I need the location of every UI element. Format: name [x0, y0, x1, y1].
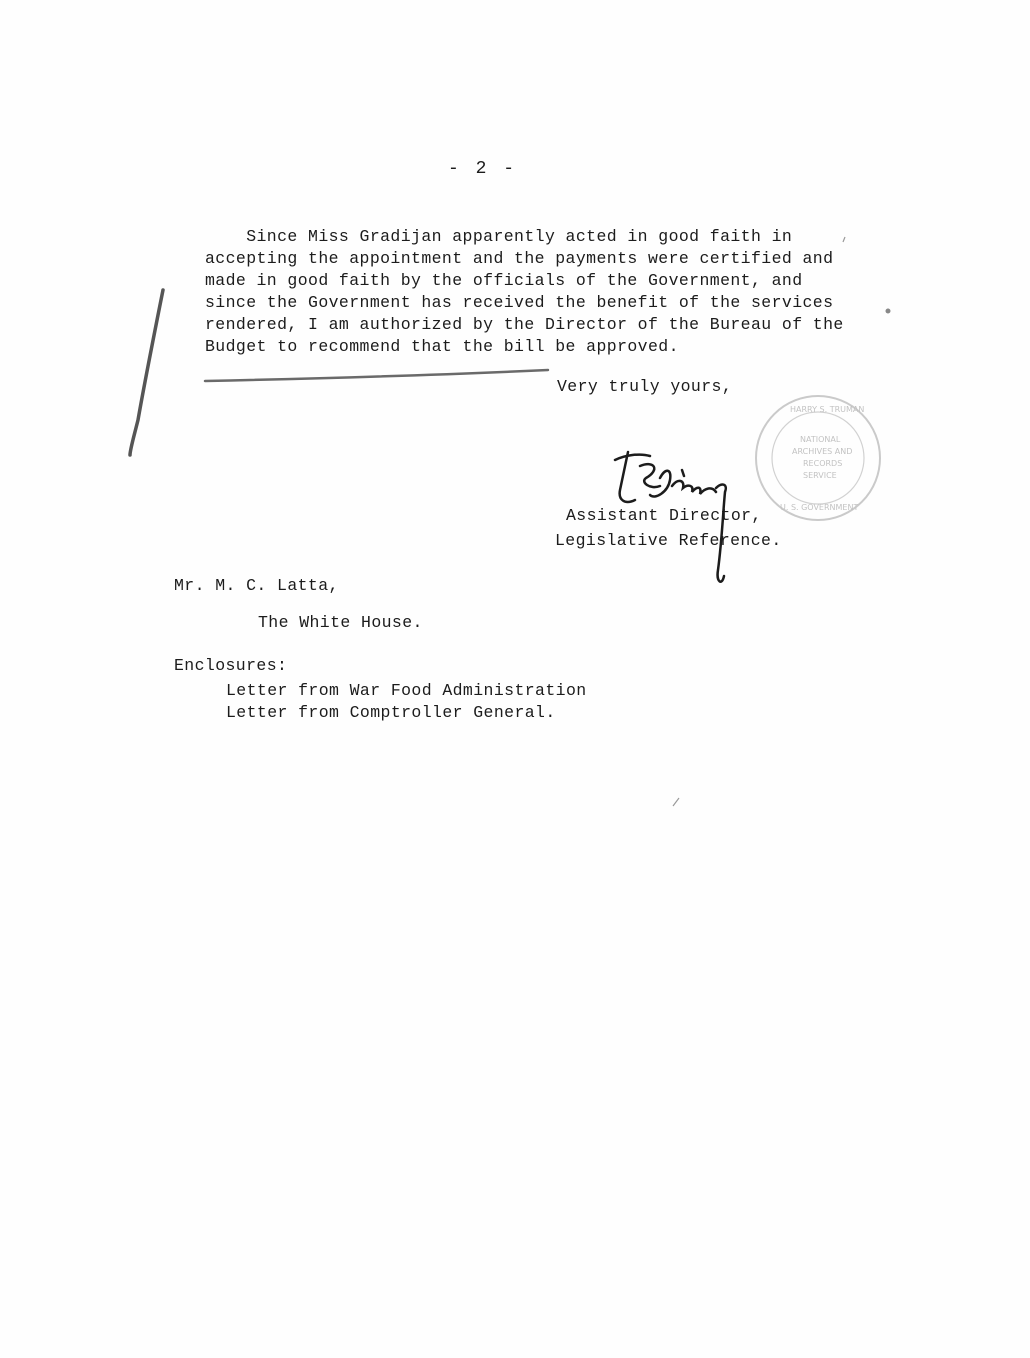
- pencil-underline-mark: [205, 370, 548, 381]
- enclosure-item: Letter from Comptroller General.: [226, 703, 556, 722]
- enclosures-heading: Enclosures:: [174, 656, 288, 675]
- paragraph-line: rendered, I am authorized by the Director of the Bureau of the: [205, 315, 844, 334]
- stamp-line: HARRY S. TRUMAN: [790, 405, 865, 414]
- signatory-title-line: Legislative Reference.: [555, 531, 782, 550]
- archival-stamp: [756, 396, 880, 520]
- paragraph-line: since the Government has received the benefit of the services: [205, 293, 834, 312]
- signatory-title-line: Assistant Director,: [566, 506, 762, 525]
- stray-mark: [843, 237, 845, 242]
- page-number: - 2 -: [448, 159, 518, 179]
- addressee: Mr. M. C. Latta,: [174, 576, 339, 595]
- stamp-line: RECORDS: [803, 459, 843, 468]
- stray-dot: [886, 309, 891, 314]
- paragraph-line: Budget to recommend that the bill be approved.: [205, 337, 679, 356]
- stray-mark: [673, 798, 679, 806]
- stamp-line: NATIONAL: [800, 435, 841, 444]
- stamp-line: ARCHIVES AND: [792, 447, 853, 456]
- paragraph-line: Since Miss Gradijan apparently acted in good faith in: [205, 227, 793, 246]
- closing-salutation: Very truly yours,: [557, 377, 733, 396]
- stamp-line: SERVICE: [803, 471, 837, 480]
- paragraph-line: accepting the appointment and the payments were certified and: [205, 249, 834, 268]
- stamp-line: U. S. GOVERNMENT: [780, 503, 859, 512]
- pencil-margin-mark: [130, 290, 163, 455]
- paragraph-line: made in good faith by the officials of the Government, and: [205, 271, 803, 290]
- enclosure-item: Letter from War Food Administration: [226, 681, 587, 700]
- address-line: The White House.: [258, 613, 423, 632]
